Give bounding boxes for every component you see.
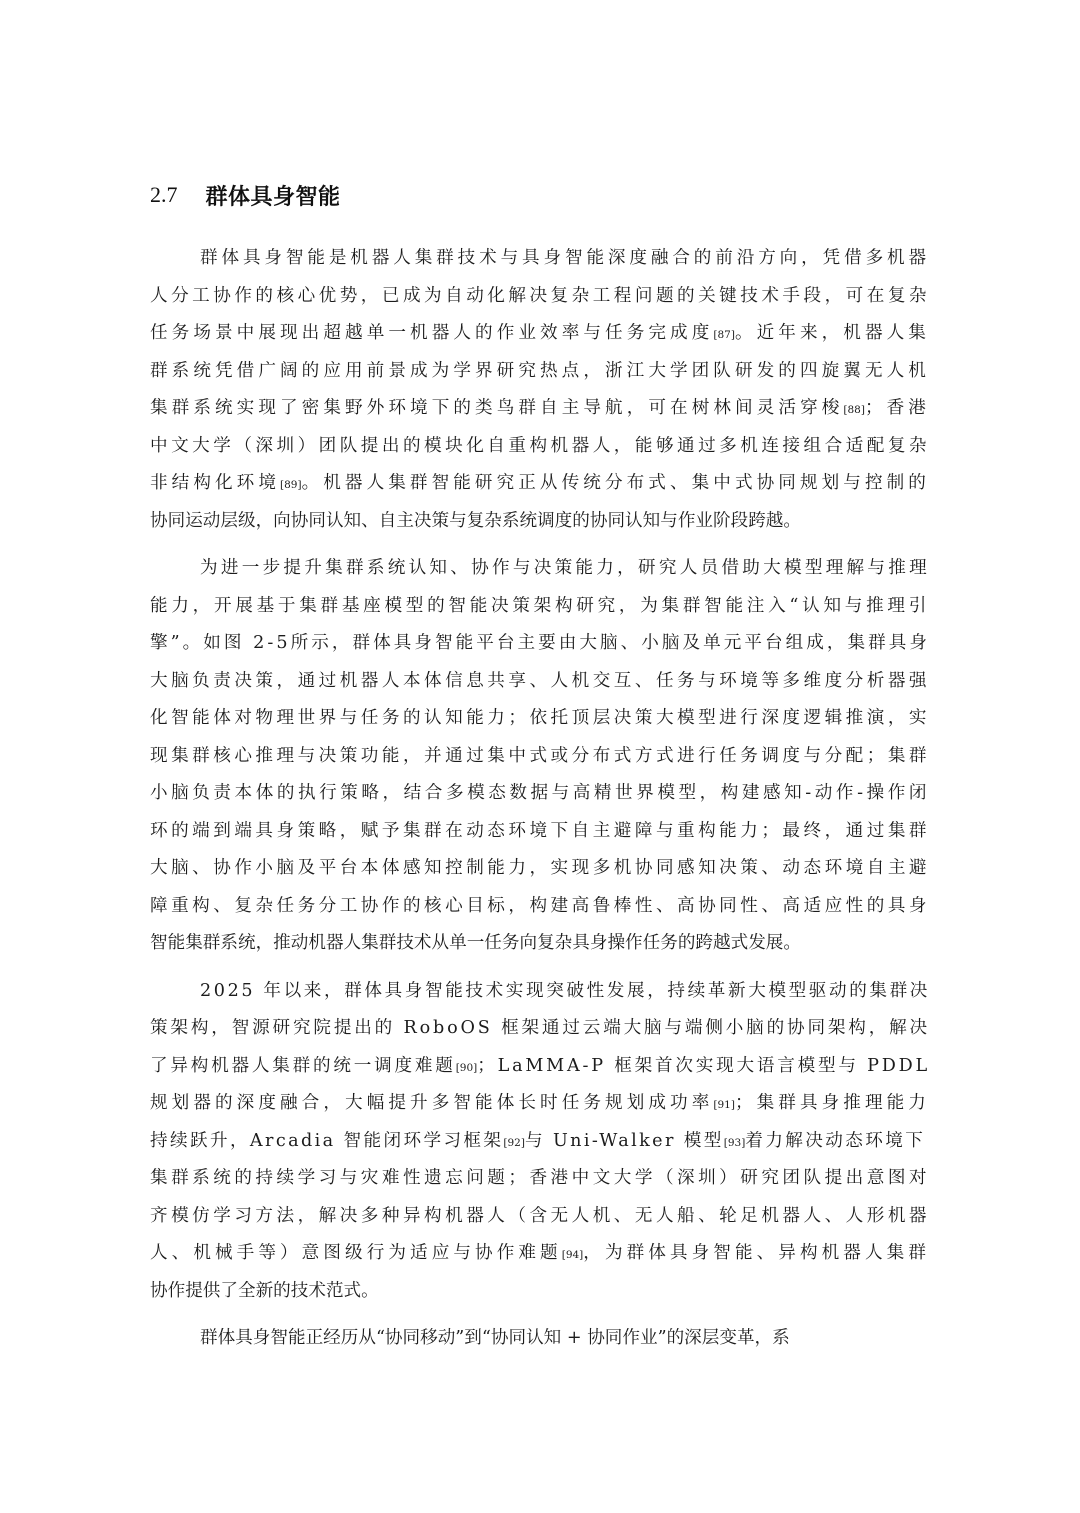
text-line (150, 888, 930, 926)
section-heading (150, 175, 341, 215)
text-line: 任务场景中展现出超越单一机器人的作业效率与任务完成度 [87] 。近年来，机器人集 (150, 315, 930, 353)
text-segment: 策架构，智源研究院提出的 RoboOS 框架通过云端大脑与端侧小脑的协同架构，解决 (150, 1018, 930, 1038)
text-line (150, 663, 930, 701)
text-segment: 协同运动层级，向协同认知、自主决策与复杂系统调度的协同认知与作业阶段跨越。 (150, 510, 801, 531)
text-line (150, 1273, 930, 1311)
text-segment: 现集群核心推理与决策功能，并通过集中式或分布式方式进行任务调度与分配；集群 (150, 745, 930, 766)
text-line (150, 973, 930, 1011)
text-segment: ；LaMMA-P 框架首次实现大语言模型与 PDDL (477, 1055, 930, 1076)
text-line (150, 588, 930, 626)
text-segment: 非结构化环境 (150, 473, 281, 493)
text-segment: 集群系统实现了密集野外环境下的类鸟群自主导航，可在树林间灵活穿梭 (150, 398, 844, 418)
text-segment: 擎”。如图 2-5所示，群体具身智能平台主要由大脑、小脑及单元平台组成，集群具身 (150, 633, 930, 653)
text-line: 非结构化环境 [89] 。机器人集群智能研究正从传统分布式、集中式协同规划与控制的 (150, 465, 930, 503)
text-segment: 了异构机器人集群的统一调度难题 (150, 1055, 456, 1076)
text-segment: 。近年来，机器人集 (734, 323, 930, 343)
text-line (150, 850, 930, 888)
text-line (150, 1160, 930, 1198)
text-segment: 群系统凭借广阔的应用前景成为学界研究热点，浙江大学团队研发的四旋翼无人机 (150, 360, 930, 381)
paragraph (150, 973, 930, 1311)
text-line: 了异构机器人集群的统一调度难题 [90] ；LaMMA-P 框架首次实现大语言模型与 PDDL (150, 1048, 930, 1086)
text-line: 集群系统实现了密集野外环境下的类鸟群自主导航，可在树林间灵活穿梭 [88] ；香港 (150, 390, 930, 428)
text-line (150, 1320, 930, 1358)
text-line (150, 925, 930, 963)
text-line (150, 625, 930, 663)
text-segment: 障重构、复杂任务分工协作的核心目标，构建高鲁棒性、高协同性、高适应性的具身 (150, 895, 930, 916)
text-line (150, 428, 930, 466)
paragraph (150, 550, 930, 963)
section-title: 群体具身智能 (205, 184, 341, 210)
text-segment: 群体具身智能正经历从“协同移动”到“协同认知 + 协同作业”的深层变革，系 (200, 1328, 790, 1348)
text-segment: 小脑负责本体的执行策略，结合多模态数据与高精世界模型，构建感知-动作-操作闭 (150, 783, 930, 803)
text-segment: 齐模仿学习方法，解决多种异构机器人（含无人机、无人船、轮足机器人、人形机器 (150, 1205, 930, 1226)
text-line: 规划器的深度融合，大幅提升多智能体长时任务规划成功率 [91] ；集群具身推理能力 (150, 1085, 930, 1123)
text-line (150, 240, 930, 278)
text-line (150, 1198, 930, 1236)
text-segment: ；集群具身推理能力 (734, 1093, 930, 1113)
section-number: 2.7 (150, 182, 178, 207)
text-segment: 与 Uni-Walker 模型 (524, 1130, 724, 1151)
text-segment: 化智能体对物理世界与任务的认知能力；依托顶层决策大模型进行深度逻辑推演，实 (150, 708, 930, 728)
text-segment: 任务场景中展现出超越单一机器人的作业效率与任务完成度 (150, 323, 714, 343)
text-line (150, 1010, 930, 1048)
text-line (150, 775, 930, 813)
paragraph (150, 240, 930, 540)
text-segment: 大脑负责决策，通过机器人本体信息共享、人机交互、任务与环境等多维度分析器强 (150, 670, 930, 691)
text-segment: 2025 年以来，群体具身智能技术实现突破性发展，持续革新大模型驱动的集群决 (200, 980, 930, 1001)
text-line (150, 700, 930, 738)
text-line (150, 278, 930, 316)
text-segment: 人分工协作的核心优势，已成为自动化解决复杂工程问题的关键技术手段，可在复杂 (150, 285, 930, 306)
text-segment: 环的端到端具身策略，赋予集群在动态环境下自主避障与重构能力；最终，通过集群 (150, 820, 930, 841)
text-line (150, 550, 930, 588)
text-segment: 。机器人集群智能研究正从传统分布式、集中式协同规划与控制的 (301, 473, 930, 493)
text-segment: 持续跃升，Arcadia 智能闭环学习框架 (150, 1130, 504, 1151)
text-segment: 为进一步提升集群系统认知、协作与决策能力，研究人员借助大模型理解与推理 (200, 558, 930, 578)
text-segment: 人、机械手等）意图级行为适应与协作难题 (150, 1243, 562, 1263)
text-segment: ；香港 (864, 398, 930, 418)
text-line (150, 503, 930, 541)
text-segment: 大脑、协作小脑及平台本体感知控制能力，实现多机协同感知决策、动态环境自主避 (150, 858, 930, 878)
text-line (150, 353, 930, 391)
text-segment: 集群系统的持续学习与灾难性遗忘问题；香港中文大学（深圳）研究团队提出意图对 (150, 1168, 930, 1188)
text-segment: 规划器的深度融合，大幅提升多智能体长时任务规划成功率 (150, 1093, 714, 1113)
text-line: 持续跃升，Arcadia 智能闭环学习框架 [92] 与 Uni-Walker 模型 [93] 着力解决动态环境下 (150, 1123, 930, 1161)
paragraph (150, 1320, 930, 1358)
body-text (150, 240, 930, 1368)
text-segment: ，为群体具身智能、异构机器人集群 (583, 1243, 930, 1263)
text-segment: 着力解决动态环境下 (745, 1130, 926, 1151)
text-segment: 能力，开展基于集群基座模型的智能决策架构研究，为集群智能注入“认知与推理引 (150, 595, 931, 616)
text-line (150, 738, 930, 776)
text-line: 人、机械手等）意图级行为适应与协作难题 [94] ，为群体具身智能、异构机器人集群 (150, 1235, 930, 1273)
text-segment: 协作提供了全新的技术范式。 (150, 1280, 379, 1301)
text-segment: 中文大学（深圳）团队提出的模块化自重构机器人，能够通过多机连接组合适配复杂 (150, 435, 930, 456)
text-segment: 智能集群系统，推动机器人集群技术从单一任务向复杂具身操作任务的跨越式发展。 (150, 933, 801, 953)
text-line (150, 813, 930, 851)
text-segment: 群体具身智能是机器人集群技术与具身智能深度融合的前沿方向，凭借多机器 (200, 248, 930, 268)
